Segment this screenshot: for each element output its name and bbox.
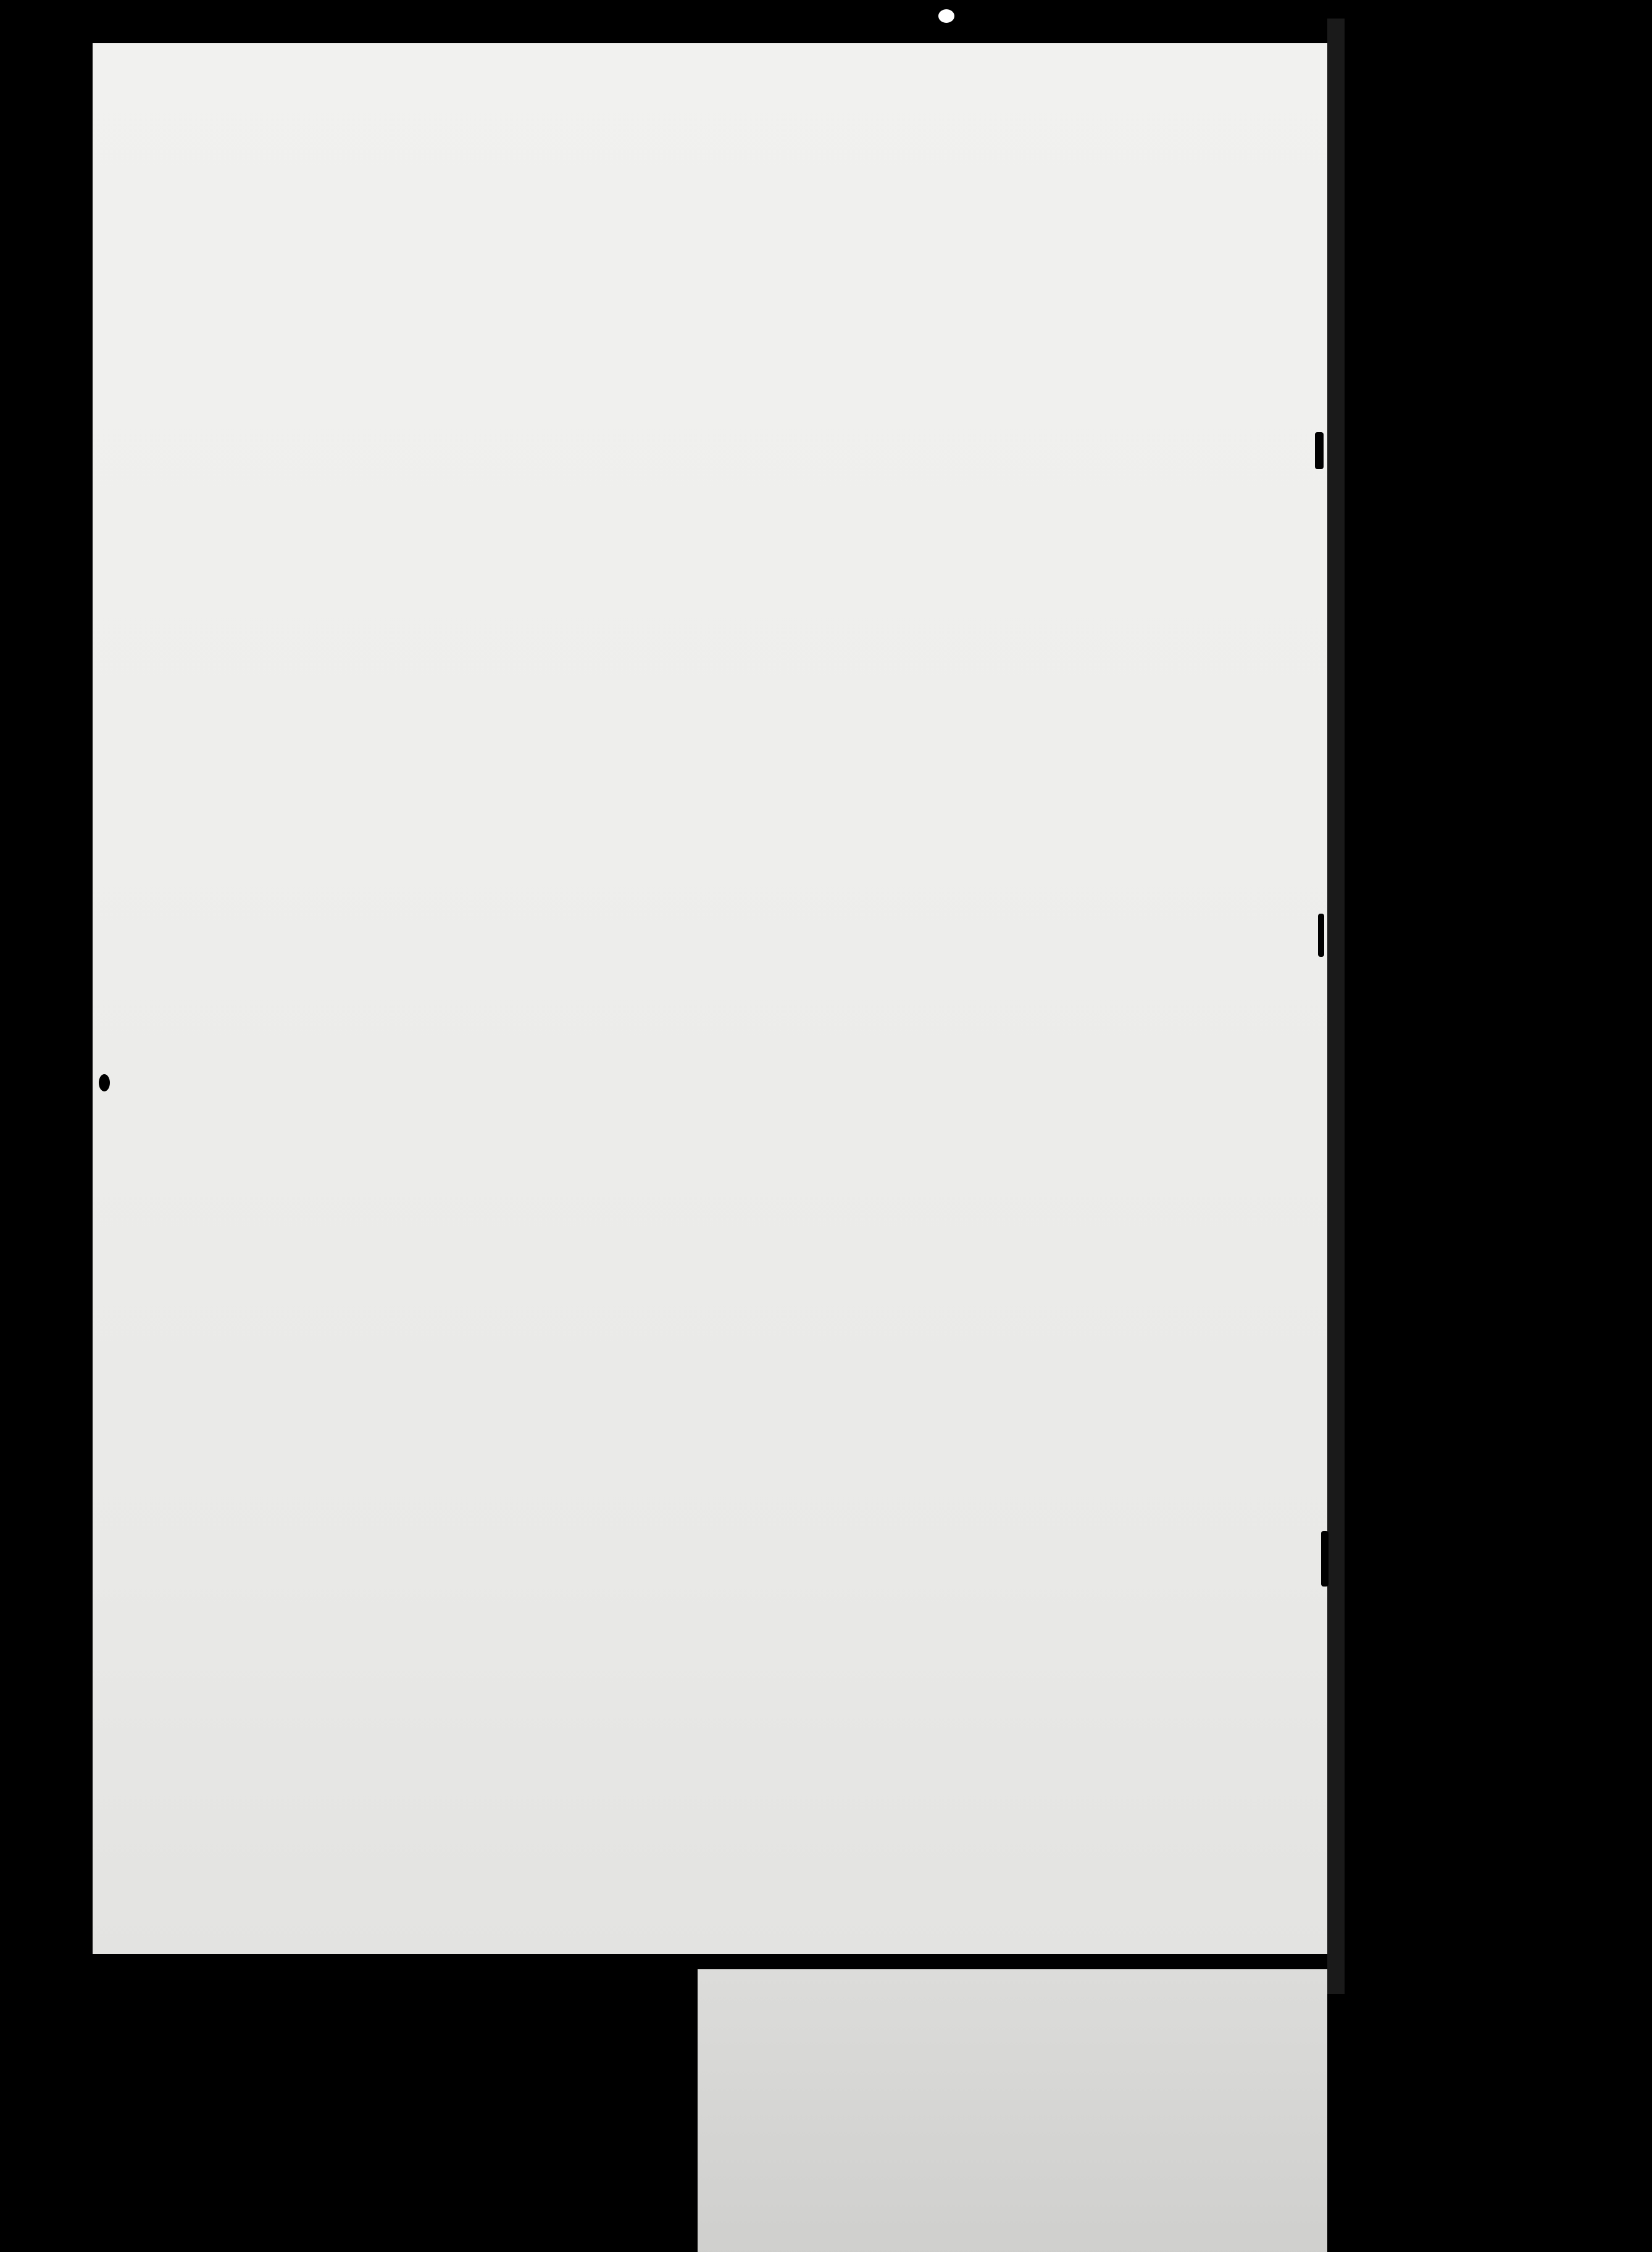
scan-speck bbox=[99, 1074, 110, 1091]
scan-background bbox=[1345, 37, 1652, 2252]
text-line bbox=[241, 296, 1241, 352]
text-line bbox=[241, 537, 1241, 593]
scan-speck bbox=[1451, 969, 1458, 977]
book-spine bbox=[1327, 19, 1345, 1994]
text-line bbox=[241, 241, 1241, 296]
text-line bbox=[241, 704, 1241, 759]
text-line bbox=[241, 1059, 1241, 1114]
text-line bbox=[241, 1003, 1241, 1059]
text-line bbox=[241, 593, 1241, 648]
text-line bbox=[241, 836, 1241, 892]
text-line bbox=[241, 185, 1241, 241]
text-line bbox=[241, 1114, 1241, 1170]
scan-speck bbox=[1318, 914, 1324, 957]
text-line bbox=[241, 948, 1241, 1003]
paragraph-3 bbox=[241, 836, 1241, 1170]
underlying-page-edge bbox=[698, 1969, 1327, 2252]
text-line bbox=[241, 352, 1241, 407]
text-line bbox=[241, 892, 1241, 948]
paragraph-2 bbox=[241, 482, 1241, 759]
text-line bbox=[241, 648, 1241, 704]
scan-speck bbox=[938, 9, 954, 23]
paragraph-1 bbox=[241, 185, 1241, 407]
scan-speck bbox=[1315, 432, 1324, 469]
text-line bbox=[241, 482, 1241, 537]
scan-speck bbox=[1321, 1531, 1329, 1587]
